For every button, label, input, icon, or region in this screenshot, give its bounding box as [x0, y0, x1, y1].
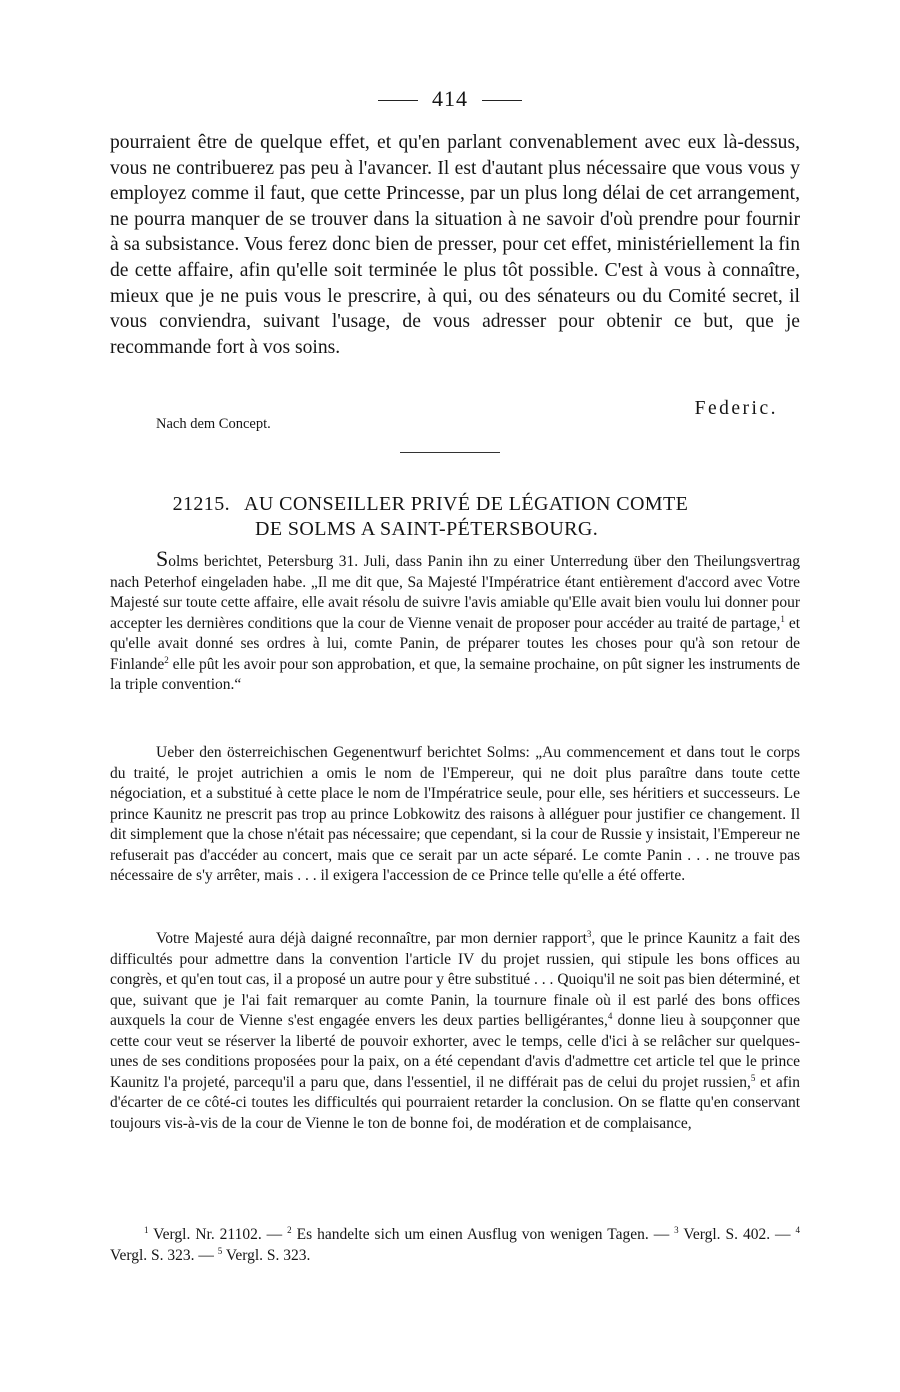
source-note: Nach dem Concept.	[156, 416, 271, 432]
section-divider	[400, 452, 500, 453]
paragraph-counter-draft: Ueber den österreichischen Gegenentwurf berichtet Solms: „Au commencement et dans tout le corps du traité, le projet autrichien a omis le nom de l'Empereur, qui ne doit plus paraître dans toute cette négociation, et a substitué à cette place le nom de l'Impératrice seule, pour elle, ses héritiers et successeurs. Le prince Kaunitz ne prescrit pas trop au prince Lobkowitz des raisons à alléguer pour justifier ce changement. Il dit simplement que la chose n'était pas nécessaire; que cependant, si la cour de Russie y insistait, l'Empereur ne refuserait pas d'accéder au concert, mais que ce serait par un acte séparé. Le comte Panin . . . ne trouve pas nécessaire de s'y arrêter, mais . . . il exigera l'accession de ce Prince telle qu'elle a été offerte.	[110, 744, 800, 884]
footnote-text: Vergl. Nr. 21102. —	[148, 1226, 288, 1243]
letter-closing	[110, 398, 800, 438]
text-run: et qu'elle avait donné ses ordres à lui, comte Panin, de préparer toutes les choses pour qu'à son retour de Finlande	[110, 614, 801, 673]
footnote-ref: 1	[780, 613, 785, 624]
footnote-ref: 5	[750, 1072, 756, 1083]
letter-closing-paragraph: pourraient être de quelque effet, et qu'en parlant convenablement avec eux là-dessus, vous ne contribuerez pas peu à l'avancer. Il est d'autant plus nécessaire que vous vous y employez comme il faut, que cette Princesse, par un plus long délai de cet arrangement, ne pourra manquer de se trouver dans la situation à ne savoir d'où prendre pour fournir à sa subsistance. Vous ferez donc bien de presser, pour cet effet, ministériellement la fin de cette affaire, afin qu'elle soit terminée le plus tôt possible. C'est à vous à connaître, mieux que je ne puis vous le prescrire, à qui, ou des sénateurs ou du Comité secret, il vous conviendra, suivant l'usage, de vous adresser pour obtenir ce but, que je recommande fort à vos soins.	[110, 132, 800, 358]
drop-capital: S	[156, 546, 169, 571]
footnotes	[110, 1224, 800, 1266]
signature: Federic.	[694, 398, 778, 419]
document-number: 21215.	[172, 493, 230, 515]
text-run: et afin d'écarter de ce côté-ci toutes les difficultés qui pourraient retarder la conclusion. On se flatte qu'en conservant toujours vis-à-vis de la cour de Vienne le ton de bonne foi, de modération et de complaisance,	[110, 1073, 800, 1132]
header-rule-left	[378, 100, 418, 101]
heading-line-1	[110, 492, 800, 517]
heading-title-1: AU CONSEILLER PRIVÉ DE LÉGATION COMTE	[244, 493, 689, 515]
footnote-mark: 3	[674, 1224, 679, 1235]
header-rule-right	[482, 100, 522, 101]
footnote-text: Es handelte sich um einen Ausflug von wenigen Tagen. —	[291, 1226, 675, 1243]
footnote-ref: 3	[586, 928, 592, 939]
text-run: Votre Majesté aura déjà daigné reconnaître, par mon dernier rapport	[156, 930, 587, 947]
text-run: donne lieu à soupçonner que cette cour veut se réserver la liberté de pouvoir exhorter, avec le temps, celle d'ici à se relâcher sur quelques-unes de ses conditions proposées pour la paix, on a été cependant d'avis d'admettre cet article tel que le prince Kaunitz l'a projeté, parcequ'il a paru que, dans l'essentiel, il ne différait pas de celui du projet russien,	[110, 1012, 800, 1091]
footnote-text: Vergl. S. 323.	[222, 1247, 311, 1264]
text-run: , que le prince Kaunitz a fait des difficultés pour admettre dans la convention l'article IV du projet russien, qui stipule les bons offices au congrès, et qu'en tout cas, il a proposé un autre pour y être substitué . . . Quoiqu'il ne soit pas bien déterminé, et que, suivant que je l'ai fait remarquer au comte Panin, la tournure finale où il est parlé des bons offices auxquels la cour de Vienne s'est engagée envers les deux parties belligérantes,	[110, 930, 800, 1029]
footnote-mark: 5	[217, 1245, 223, 1256]
footnote-mark: 4	[795, 1224, 800, 1235]
footnote-mark: 2	[287, 1224, 292, 1235]
footnote-ref: 4	[607, 1010, 613, 1021]
footnote-text: Vergl. S. 323. —	[110, 1247, 218, 1264]
paragraph-report-intro	[110, 546, 801, 696]
heading-title-2: DE SOLMS A SAINT-PÉTERSBOURG.	[255, 518, 599, 540]
footnote-text: Vergl. S. 402. —	[678, 1226, 796, 1243]
document-heading	[110, 492, 800, 542]
footnote-ref: 2	[164, 654, 169, 665]
paragraph-kaunitz	[110, 929, 800, 1134]
page-header	[0, 86, 900, 112]
text-run: olms berichtet, Petersburg 31. Juli, dass Panin ihn zu einer Unterredung über den Theilungsvertrag nach Peterhof eingeladen habe. „Il me dit que, Sa Majesté l'Impératrice étant entièrement d'accord avec Votre Majesté sur toute cette affaire, elle avait résolu de suivre l'avis amiable qu'Elle avait bien voulu lui donner pour accepter les dernières conditions que la cour de Vienne venait de proposer pour accéder au traité de partage,	[110, 553, 800, 632]
footnote-mark: 1	[144, 1224, 149, 1235]
page-number: 414	[432, 86, 468, 111]
text-run: elle pût les avoir pour son approbation, et que, la semaine prochaine, on pût signer les instruments de la triple convention.“	[110, 655, 800, 693]
